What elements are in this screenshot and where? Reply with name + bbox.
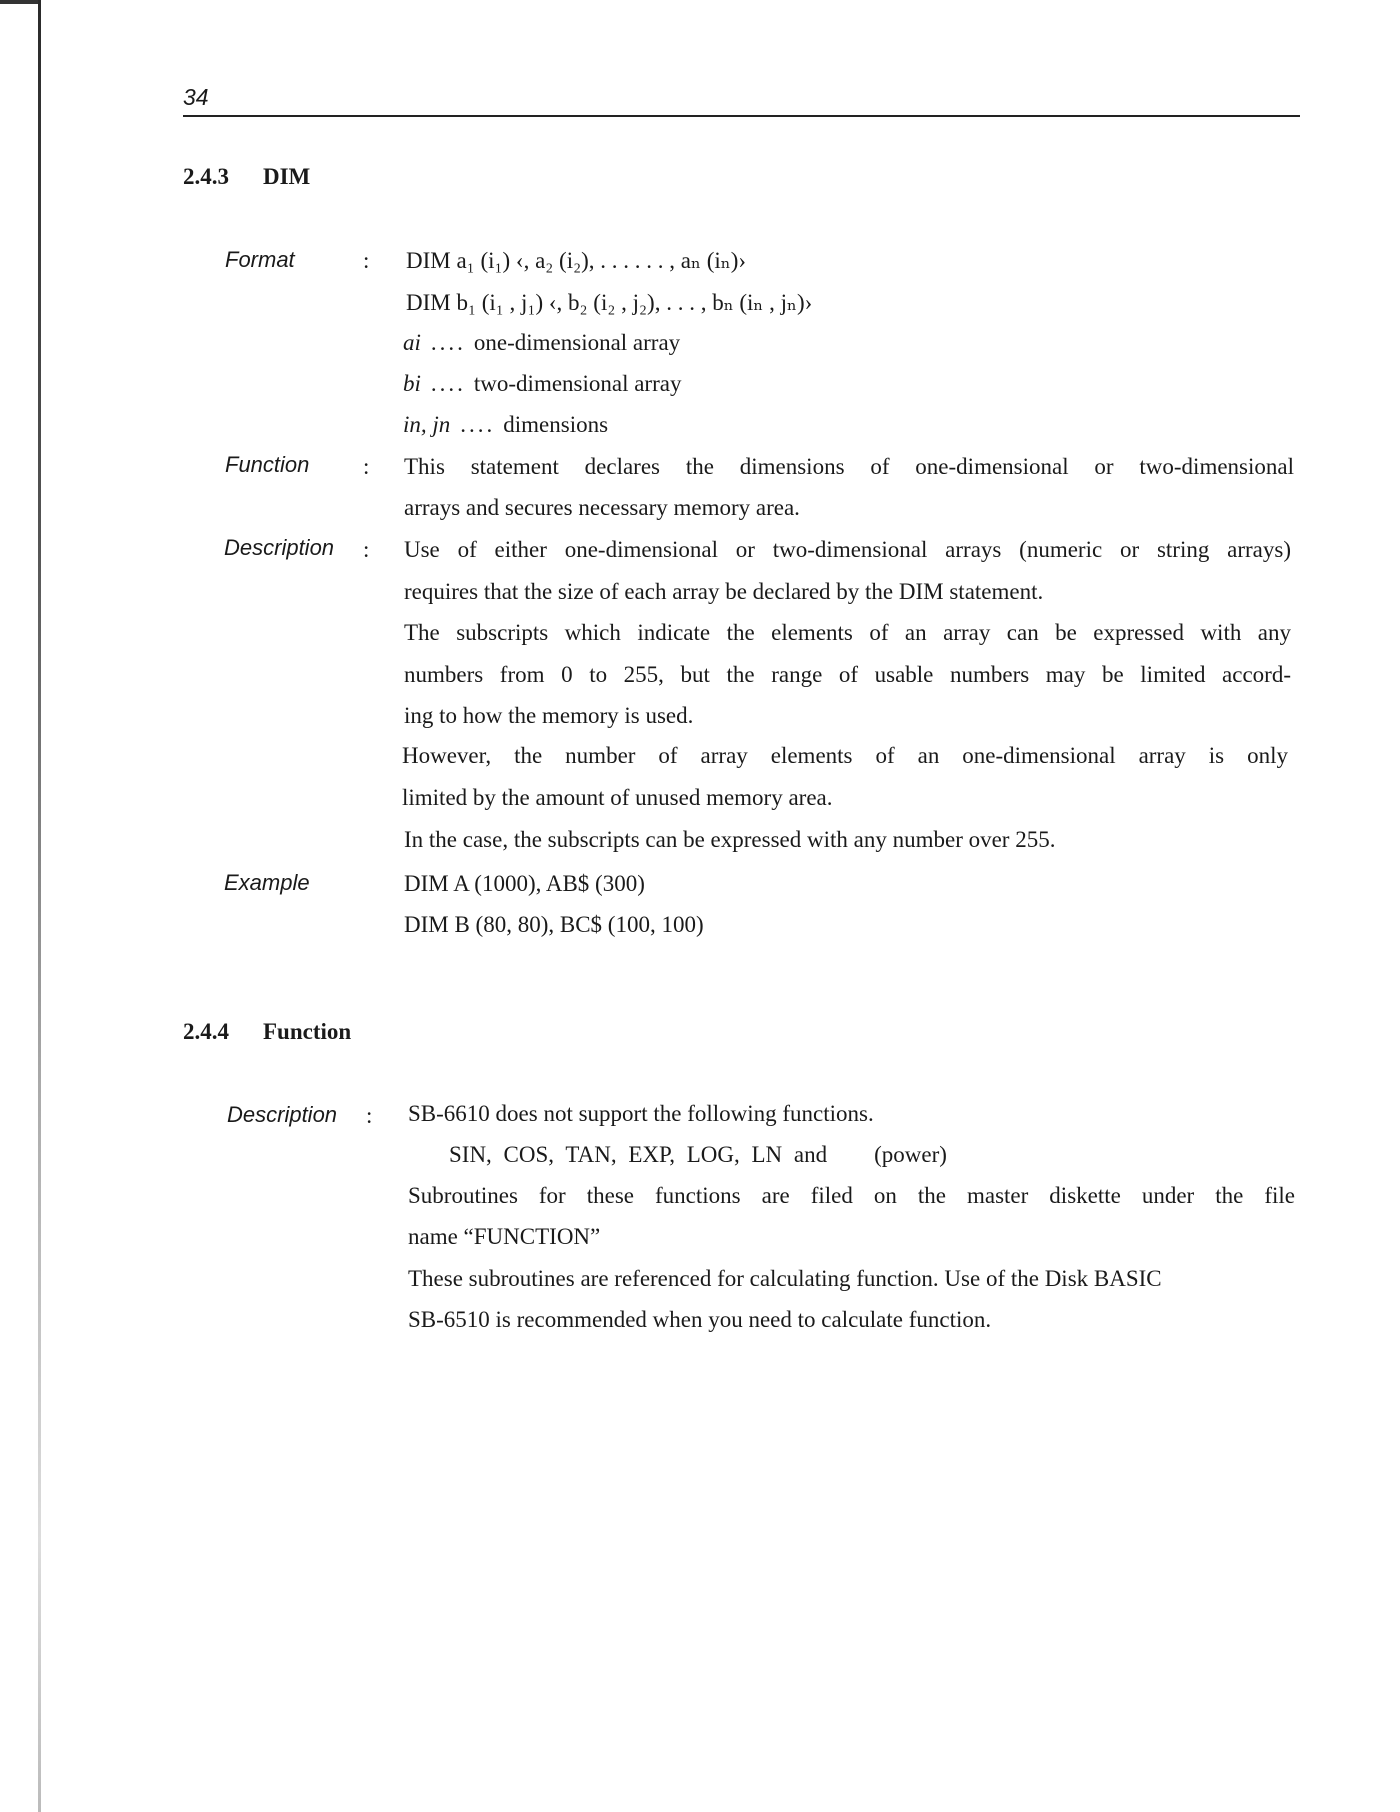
description-text-line: name “FUNCTION” — [408, 1224, 601, 1249]
description-text-line: Use of either one-dimensional or two-dimensional arrays (numeric or string arrays) — [404, 537, 1291, 562]
format-label: Format — [225, 247, 295, 272]
description-text-line: In the case, the subscripts can be expressed with any number over 255. — [404, 827, 1056, 852]
legend-dots: .... — [430, 330, 466, 355]
section-title: DIM — [263, 164, 311, 189]
legend-meaning: one-dimensional array — [473, 330, 681, 355]
legend-dots: .... — [430, 371, 466, 396]
description-text-line: requires that the size of each array be declared by the DIM statement. — [404, 579, 1044, 604]
description-text-line: numbers from 0 to 255, but the range of usable numbers may be limited accord- — [404, 662, 1291, 687]
function-text-line: arrays and secures necessary memory area. — [404, 495, 800, 520]
function-text-line: This statement declares the dimensions of one-dimensional or two-dimensional — [404, 454, 1294, 479]
section-number: 2.4.3 — [183, 164, 229, 189]
legend-item — [403, 412, 608, 438]
example-code-line: DIM A (1000), AB$ (300) — [404, 871, 645, 896]
legend-dots: .... — [460, 412, 496, 437]
scan-edge-top — [0, 0, 40, 4]
description-label: Description — [227, 1102, 338, 1127]
example-label: Example — [224, 870, 310, 895]
section-title: Function — [263, 1019, 352, 1044]
section-heading-dim — [183, 164, 310, 190]
section-number: 2.4.4 — [183, 1019, 229, 1044]
legend-symbol: ai — [403, 330, 421, 355]
description-text-line: SB-6510 is recommended when you need to calculate function. — [408, 1307, 992, 1332]
legend-symbol: bi — [403, 371, 421, 396]
legend-symbol: in, jn — [403, 412, 451, 437]
description-colon: : — [363, 537, 370, 562]
description-text-line: SB-6610 does not support the following functions. — [408, 1101, 874, 1126]
function-label: Function — [225, 452, 310, 477]
page-number: 34 — [183, 84, 209, 110]
description-text-line: These subroutines are referenced for calculating function. Use of the Disk BASIC — [408, 1266, 1162, 1291]
scan-edge-left — [38, 0, 41, 1812]
legend-item — [403, 330, 680, 356]
legend-meaning: dimensions — [503, 412, 609, 437]
function-colon: : — [363, 454, 370, 479]
format-syntax-1d: DIM a₁ (i₁) ‹, a₂ (i₂), . . . . . . , aₙ (iₙ)› — [406, 248, 747, 273]
description-colon: : — [366, 1103, 373, 1128]
example-code-line: DIM B (80, 80), BC$ (100, 100) — [404, 912, 704, 937]
description-text-line: However, the number of array elements of an one-dimensional array is only — [402, 743, 1288, 768]
description-text-line: limited by the amount of unused memory area. — [402, 785, 833, 810]
format-colon: : — [363, 248, 370, 273]
description-label: Description — [224, 535, 335, 560]
description-text-line: ing to how the memory is used. — [404, 703, 694, 728]
description-text-line: The subscripts which indicate the elements of an array can be expressed with any — [404, 620, 1291, 645]
unsupported-functions-list: SIN, COS, TAN, EXP, LOG, LN and (power) — [449, 1142, 947, 1167]
description-text-line: Subroutines for these functions are filed on the master diskette under the file — [408, 1183, 1295, 1208]
legend-item — [403, 371, 681, 397]
header-rule — [183, 115, 1300, 117]
format-syntax-2d: DIM b₁ (i₁ , j₁) ‹, b₂ (i₂ , j₂), . . . , bₙ (iₙ , jₙ)› — [406, 290, 813, 315]
legend-meaning: two-dimensional array — [473, 371, 682, 396]
section-heading-function — [183, 1019, 351, 1045]
